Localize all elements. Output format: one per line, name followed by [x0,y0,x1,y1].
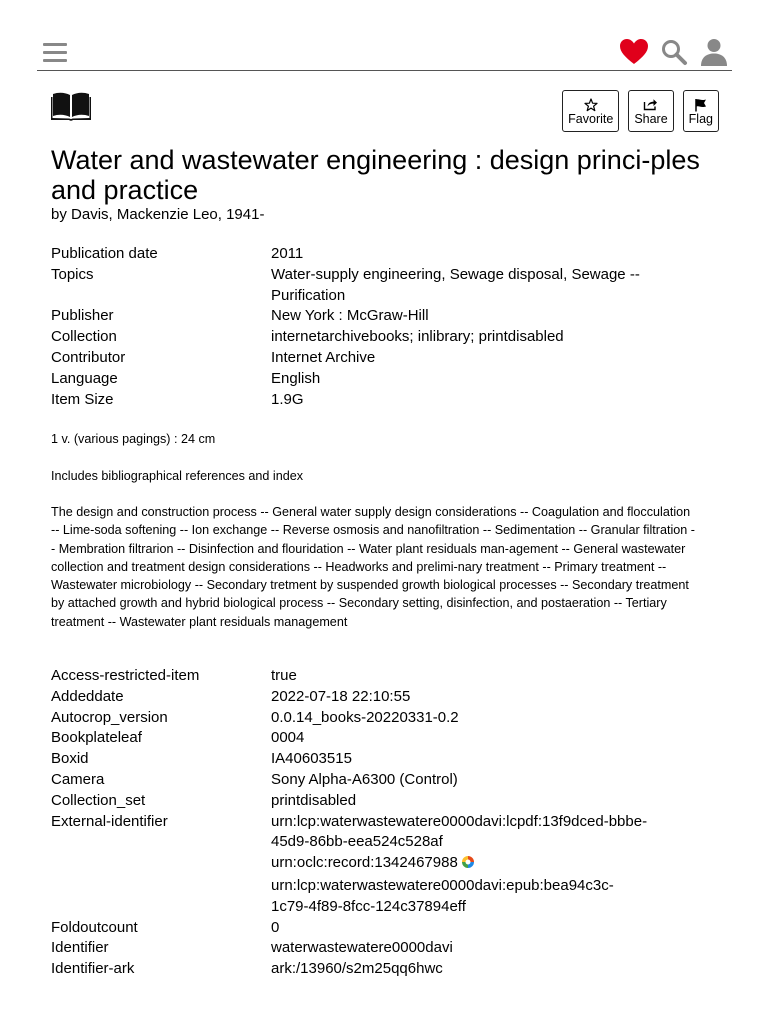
identifier-value: waterwastewatere0000davi [271,939,453,957]
contributor-value [271,348,651,369]
byline-prefix: by [51,206,72,223]
star-icon [584,97,598,112]
metadata-row [51,369,711,390]
share-icon [643,97,658,112]
item-size-value: 1.9G [271,390,304,408]
item-title: Water and wastewater engineering : design princi-ples and practice [51,145,700,205]
bookplateleaf-value: 0004 [271,729,305,747]
details-row [51,959,711,980]
publisher-link[interactable]: New York : McGraw-Hill [271,307,429,325]
external-identifier-epub: urn:lcp:waterwastewatere0000davi:epub:bea94c3c-1c79-4f89-8fcc-124c37894eff [271,876,614,915]
details-row [51,749,711,770]
metadata-row [51,244,711,265]
details-row [51,938,711,959]
details-row [51,708,711,729]
details-key: Access-restricted-item [51,667,200,684]
details-row [51,791,711,812]
details-row [51,918,711,939]
topics-link[interactable]: Water-supply engineering, Sewage disposal, Sewage -- Purification [271,265,640,304]
contents-note: The design and construction process -- General water supply design considerations -- Coagulation and flocculation -- Lime-soda softening -- Ion exchange -- Reverse osmosis and nanofiltration -- Sedimentation -- Granular filtration -- Membration filtrarion -- Disinfection and flouridation -- Water plant residuals man-agement -- General wastewater collection and treatment design considerations -- Headworks and prelimi-nary treatment -- Primary treatment -- Wastewater microbiology -- Secondary tretment by suspended growth biological processes -- Secondary treatment by attached growth and hybrid biological process -- Secondary setting, disinfection, and postaeration -- Tertiary treatment -- Wastewater plant residuals management [51,505,695,629]
identifier-ark-value: ark:/13960/s2m25qq6hwc [271,960,443,978]
autocrop-version-value: 0.0.14_books-20220331-0.2 [271,708,459,726]
bibliography-note: Includes bibliographical references and index [51,469,304,483]
hamburger-menu-icon[interactable] [41,40,69,66]
flag-label: Flag [688,112,713,126]
details-key: Identifier [51,939,109,957]
boxid-value: IA40603515 [271,750,352,768]
publisher-value [271,306,651,327]
details-key: Addeddate [51,687,124,705]
details-row [51,728,711,749]
details-row [51,666,711,687]
addeddate-value: 2022-07-18 22:10:55 [271,687,411,705]
item-action-buttons [562,90,719,132]
details-row [51,812,711,918]
metadata-key: Publication date [51,245,158,262]
language-link[interactable]: English [271,369,321,387]
details-key: Camera [51,770,105,788]
open-book-icon [50,90,92,124]
metadata-row [51,327,711,348]
metadata-key: Topics [51,265,94,283]
flag-button[interactable] [683,90,719,132]
external-identifier-values [271,812,651,918]
top-navigation-bar [37,30,732,71]
collection-link[interactable]: internetarchivebooks; inlibrary; printdisabled [271,328,564,346]
metadata-key: Language [51,369,118,387]
publication-date-value: 2011 [271,245,304,262]
access-restricted-value: true [271,667,297,684]
details-key: Identifier-ark [51,960,135,978]
metadata-key: Contributor [51,348,126,366]
item-byline [51,206,264,224]
metadata-row [51,348,711,369]
details-table [51,666,711,980]
language-value [271,369,651,390]
oclc-record-text: urn:oclc:record:1342467988 [271,854,458,872]
details-key: Bookplateleaf [51,729,142,747]
favorite-button[interactable] [562,90,619,132]
metadata-key: Collection [51,328,117,346]
details-key: External-identifier [51,812,168,830]
share-label: Share [634,112,668,126]
physical-description: 1 v. (various pagings) : 24 cm [51,432,216,446]
user-icon[interactable] [698,36,730,68]
metadata-row [51,306,711,327]
worldcat-icon[interactable] [461,855,475,876]
metadata-row [51,390,711,411]
details-row [51,770,711,791]
collection-value [271,327,651,348]
heart-icon[interactable] [618,36,650,68]
flag-icon [694,97,707,112]
foldoutcount-value: 0 [271,918,280,936]
details-row [51,687,711,708]
external-identifier-lcpdf: urn:lcp:waterwastewatere0000davi:lcpdf:13f9dced-bbbe-45d9-86bb-eea524c528af [271,812,648,851]
details-key: Boxid [51,750,89,768]
author-link[interactable]: Davis, Mackenzie Leo, 1941- [71,206,265,223]
favorite-label: Favorite [568,112,614,126]
contributor-link[interactable]: Internet Archive [271,348,376,366]
details-key: Autocrop_version [51,708,168,726]
metadata-table [51,244,711,410]
top-icon-group [618,36,730,68]
collection-set-value: printdisabled [271,791,357,809]
metadata-key: Publisher [51,307,114,325]
metadata-key: Item Size [51,390,114,408]
details-key: Foldoutcount [51,918,138,936]
details-key: Collection_set [51,791,146,809]
topics-value [271,265,651,307]
metadata-row [51,265,711,307]
magnifier-icon[interactable] [658,36,690,68]
share-button[interactable] [628,90,673,132]
camera-value: Sony Alpha-A6300 (Control) [271,770,458,788]
external-identifier-oclc [271,853,651,876]
